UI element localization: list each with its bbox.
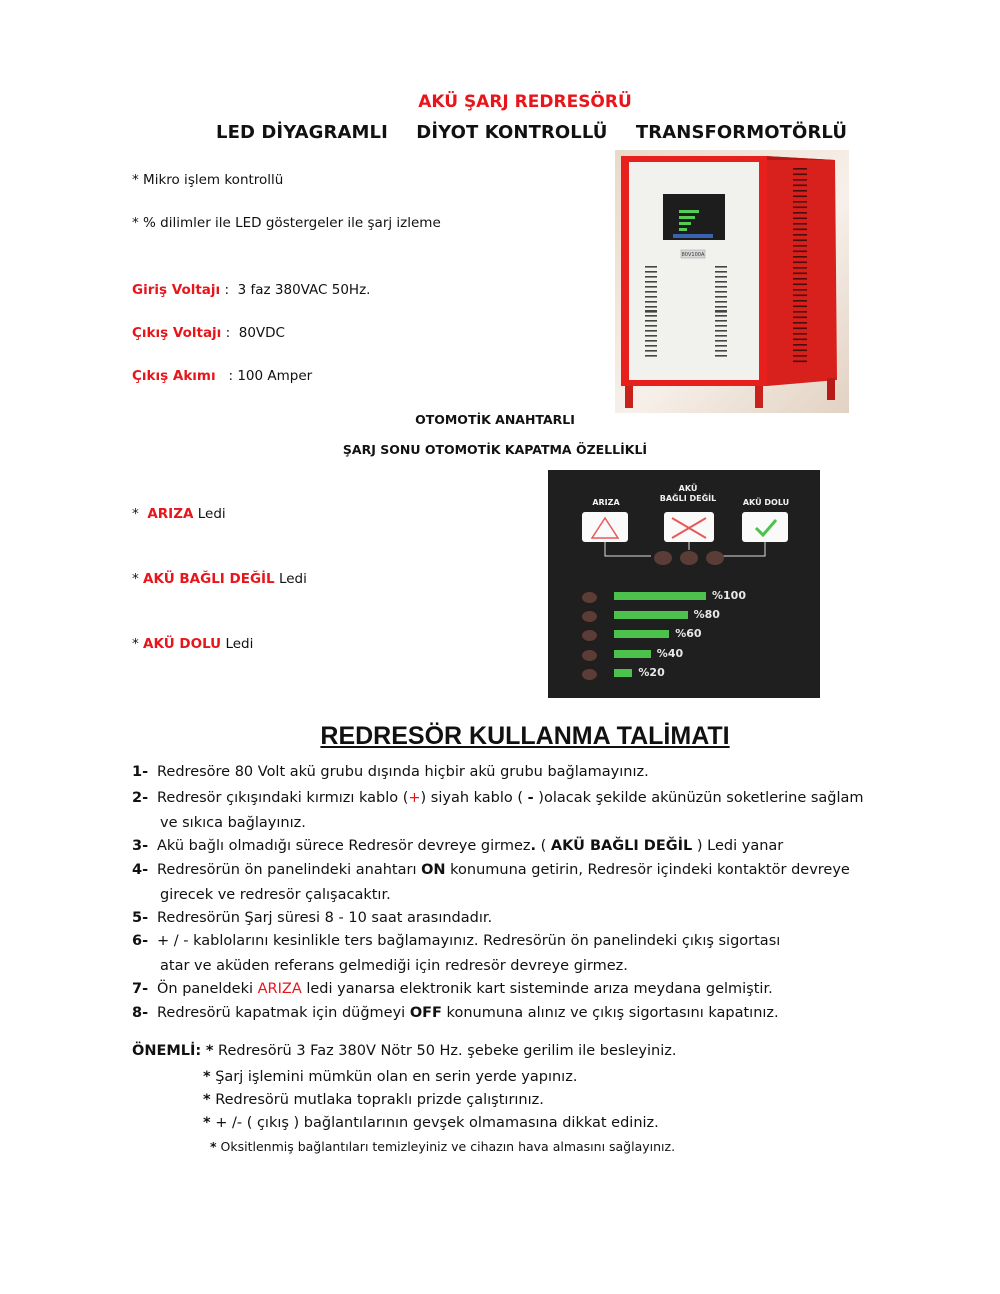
item-number: 7-: [132, 981, 149, 997]
spec-input-voltage: [132, 282, 370, 298]
spec-sep: :: [215, 368, 238, 384]
level-label: %60: [675, 627, 702, 641]
vent-slot: [793, 207, 807, 209]
instruction-8: [132, 1005, 779, 1021]
vent-slot: [793, 234, 807, 236]
important-note-2: [203, 1069, 577, 1085]
vent-slot: [793, 344, 807, 346]
connector-line: [605, 542, 651, 556]
vent-slot: [715, 320, 727, 322]
vent-slot: [715, 315, 727, 317]
note-text: Oksitlenmiş bağlantıları temizleyiniz ve cihazın hava almasını sağlayınız.: [220, 1139, 676, 1154]
display-bar: [679, 210, 699, 213]
vent-slot: [645, 330, 657, 332]
item-text: + / - kablolarını kesinlikle ters bağlamayınız. Redresörün ön panelindeki çıkış sigortası: [157, 933, 781, 949]
display-bar: [679, 222, 691, 225]
item-text: konumuna alınız ve çıkış sigortasını kapatınız.: [441, 1005, 779, 1021]
instruction-6-cont: atar ve aküden referans gelmediği için redresör devreye girmez.: [160, 958, 628, 974]
panel-label-full: AKÜ DOLU: [742, 498, 790, 507]
important-note-4: [203, 1115, 659, 1131]
vent-slot: [793, 240, 807, 242]
vent-slot: [793, 284, 807, 286]
display-bar: [679, 228, 687, 231]
vent-slot: [715, 310, 727, 312]
vent-slot: [645, 296, 657, 298]
item-text: konumuna getirin, Redresör içindeki kontaktör devreye: [445, 862, 850, 878]
vent-slot: [793, 328, 807, 330]
level-bar: [614, 650, 651, 658]
item-number: 1-: [132, 764, 149, 780]
charger-cabinet-image: [615, 150, 849, 413]
vent-slot: [793, 174, 807, 176]
instruction-6: [132, 933, 780, 949]
led-prefix: *: [132, 571, 144, 587]
spec-label: Çıkış Akımı: [132, 368, 216, 384]
note-text: Şarj işlemini mümkün olan en serin yerde yapınız.: [215, 1069, 578, 1085]
vent-slot: [645, 340, 657, 342]
bullet: *: [203, 1092, 211, 1108]
item-number: 3-: [132, 838, 149, 854]
vent-slot: [645, 350, 657, 352]
vent-slot: [645, 291, 657, 293]
vent-slot: [793, 311, 807, 313]
vent-slot: [645, 306, 657, 308]
level-led: [581, 649, 598, 662]
item-number: 2-: [132, 790, 149, 806]
vent-slot: [793, 300, 807, 302]
panel-label-not-connected: AKÜ BAĞLI DEĞİL: [659, 484, 717, 503]
item-text: Ön paneldeki: [157, 981, 258, 997]
vent-slot: [645, 335, 657, 337]
vent-slot: [645, 301, 657, 303]
vent-slot: [793, 229, 807, 231]
vent-slot: [793, 212, 807, 214]
bullet: *: [205, 1043, 214, 1059]
vent-slot: [793, 196, 807, 198]
vent-slot: [645, 276, 657, 278]
spec-output-current: [132, 368, 312, 384]
vent-slot: [645, 345, 657, 347]
instruction-2: [132, 790, 864, 806]
led-name: AKÜ BAĞLI DEĞİL: [143, 571, 275, 587]
led-fault: [654, 551, 672, 565]
led-suffix: Ledi: [221, 636, 254, 652]
vent-slot: [793, 350, 807, 352]
important-label: ÖNEMLİ:: [132, 1043, 202, 1059]
spec-sep: :: [221, 325, 239, 341]
product-photo: [615, 150, 849, 413]
vent-slot: [793, 295, 807, 297]
important-note-1: [132, 1043, 676, 1059]
panel-graphics: [548, 470, 820, 698]
level-label: %20: [638, 665, 665, 679]
item-red: ARIZA: [257, 981, 302, 997]
vent-slot: [793, 273, 807, 275]
led-prefix: *: [132, 506, 148, 522]
vent-slot: [645, 325, 657, 327]
vent-slot: [715, 330, 727, 332]
instruction-7: [132, 981, 773, 997]
vent-slot: [715, 296, 727, 298]
vent-slot: [793, 278, 807, 280]
spec-value: 80VDC: [238, 325, 285, 341]
item-bold: .: [530, 838, 537, 854]
spec-value: 3 faz 380VAC 50Hz.: [237, 282, 371, 298]
vent-slot: [793, 223, 807, 225]
bullet: *: [210, 1139, 217, 1154]
panel-label-fault: ARIZA: [592, 498, 620, 507]
level-led: [581, 668, 598, 681]
cabinet-leg: [625, 386, 633, 408]
vent-slot: [793, 168, 807, 170]
item-text: )olacak şekilde akünüzün soketlerine sağlam: [533, 790, 864, 806]
instruction-3: [132, 838, 783, 854]
led-item-fault: [132, 506, 226, 522]
vent-slot: [793, 256, 807, 258]
spec-sep: :: [220, 282, 238, 298]
item-bold: -: [527, 790, 534, 806]
item-number: 6-: [132, 933, 149, 949]
item-text: ledi yanarsa elektronik kart sisteminde arıza meydana gelmiştir.: [301, 981, 773, 997]
level-bar: [614, 669, 632, 677]
instructions-title: REDRESÖR KULLANMA TALİMATI: [320, 722, 730, 750]
full-box: [742, 512, 788, 542]
feature-2: * % dilimler ile LED göstergeler ile şarj izleme: [132, 215, 441, 231]
bullet: *: [203, 1069, 211, 1085]
vent-slot: [793, 251, 807, 253]
spec-label: Çıkış Voltajı: [132, 325, 222, 341]
item-bold: OFF: [409, 1005, 442, 1021]
item-bold: ON: [421, 862, 446, 878]
led-name: ARIZA: [147, 506, 194, 522]
vent-slot: [715, 340, 727, 342]
vent-slot: [793, 201, 807, 203]
vent-slot: [793, 361, 807, 363]
vent-slot: [645, 271, 657, 273]
vent-slot: [645, 355, 657, 357]
level-label: %80: [693, 608, 720, 622]
spec-value: 100 Amper: [237, 368, 313, 384]
item-text: Redresörü kapatmak için düğmeyi: [157, 1005, 410, 1021]
led-suffix: Ledi: [274, 571, 307, 587]
vent-slot: [793, 322, 807, 324]
vent-slot: [645, 266, 657, 268]
subtitle-led: LED DİYAGRAMLI: [216, 122, 388, 143]
vent-slot: [793, 333, 807, 335]
level-bar: [614, 630, 669, 638]
led-item-full: [132, 636, 253, 652]
led-panel-photo: [548, 470, 820, 698]
vent-slot: [645, 320, 657, 322]
note-text: Redresörü mutlaka topraklı prizde çalıştırınız.: [215, 1092, 544, 1108]
connector-line: [718, 542, 765, 556]
led-not-connected: [680, 551, 698, 565]
item-text: Redresör çıkışındaki kırmızı kablo (: [157, 790, 409, 806]
vent-slot: [645, 310, 657, 312]
led-name: AKÜ DOLU: [143, 636, 222, 652]
vent-slot: [793, 355, 807, 357]
vent-slot: [645, 315, 657, 317]
vent-slot: [793, 245, 807, 247]
cabinet-leg: [827, 378, 835, 400]
item-bold: AKÜ BAĞLI DEĞİL: [550, 838, 693, 854]
vent-slot: [793, 262, 807, 264]
vent-slot: [715, 350, 727, 352]
vent-slot: [793, 289, 807, 291]
instruction-1: [132, 764, 649, 780]
vent-slot: [793, 317, 807, 319]
vent-slot: [715, 306, 727, 308]
vent-slot: [715, 335, 727, 337]
spec-label: Giriş Voltajı: [132, 282, 221, 298]
item-text: ) Ledi yanar: [692, 838, 784, 854]
vent-slot: [715, 266, 727, 268]
auto-switch-note: OTOMOTİK ANAHTARLI: [415, 412, 575, 427]
vent-slot: [715, 276, 727, 278]
item-text: Redresörün ön panelindeki anahtarı: [157, 862, 422, 878]
instruction-5: [132, 910, 492, 926]
vent-slot: [715, 355, 727, 357]
level-label: %100: [712, 589, 746, 602]
vent-slot: [793, 306, 807, 308]
important-note-3: [203, 1092, 544, 1108]
item-text: Redresöre 80 Volt akü grubu dışında hiçbir akü grubu bağlamayınız.: [157, 764, 649, 780]
rating-label: 80V100A: [681, 252, 705, 258]
subtitle-diode: DİYOT KONTROLLÜ: [416, 122, 608, 143]
instruction-2-cont: ve sıkıca bağlayınız.: [160, 815, 306, 831]
display-bar: [679, 216, 695, 219]
vent-slot: [645, 286, 657, 288]
vent-slot: [715, 271, 727, 273]
item-text: ) siyah kablo (: [420, 790, 528, 806]
cabinet-leg: [755, 386, 763, 408]
led-prefix: *: [132, 636, 144, 652]
page-subtitle: [216, 122, 869, 143]
feature-1: * Mikro işlem kontrollü: [132, 172, 284, 188]
vent-slot: [715, 301, 727, 303]
level-bar: [614, 592, 706, 600]
level-label: %40: [656, 646, 684, 660]
vent-slot: [793, 267, 807, 269]
led-item-not-connected: [132, 571, 307, 587]
note-text: + /- ( çıkış ) bağlantılarının gevşek olmamasına dikkat ediniz.: [215, 1115, 659, 1131]
auto-shutoff-note: ŞARJ SONU OTOMOTİK KAPATMA ÖZELLİKLİ: [342, 442, 648, 457]
instruction-4: [132, 862, 850, 878]
item-text: Redresörün Şarj süresi 8 - 10 saat arasındadır.: [157, 910, 493, 926]
item-number: 4-: [132, 862, 149, 878]
item-number: 8-: [132, 1005, 149, 1021]
subtitle-transformer: TRANSFORMOTÖRLÜ: [635, 122, 848, 143]
led-full: [706, 551, 724, 565]
vent-slot: [715, 291, 727, 293]
level-led: [581, 591, 598, 604]
page-title: AKÜ ŞARJ REDRESÖRÜ: [418, 92, 632, 112]
vent-slot: [793, 179, 807, 181]
item-text: Akü bağlı olmadığı sürece Redresör devreye girmez: [157, 838, 531, 854]
important-note-5: [210, 1139, 675, 1154]
vent-slot: [715, 281, 727, 283]
vent-slot: [793, 185, 807, 187]
vent-slot: [645, 281, 657, 283]
vent-slot: [715, 325, 727, 327]
note-text: Redresörü 3 Faz 380V Nötr 50 Hz. şebeke gerilim ile besleyiniz.: [218, 1043, 677, 1059]
vent-slot: [715, 286, 727, 288]
instruction-4-cont: girecek ve redresör çalışacaktır.: [160, 887, 391, 903]
bullet: *: [203, 1115, 211, 1131]
vent-slot: [793, 190, 807, 192]
vent-slot: [715, 345, 727, 347]
led-suffix: Ledi: [193, 506, 226, 522]
level-bar: [614, 611, 688, 619]
vent-slot: [793, 218, 807, 220]
spec-output-voltage: [132, 325, 285, 341]
vent-slot: [793, 339, 807, 341]
item-number: 5-: [132, 910, 149, 926]
display-brand-strip: [673, 234, 713, 238]
item-text: (: [536, 838, 551, 854]
item-red: +: [408, 790, 421, 806]
